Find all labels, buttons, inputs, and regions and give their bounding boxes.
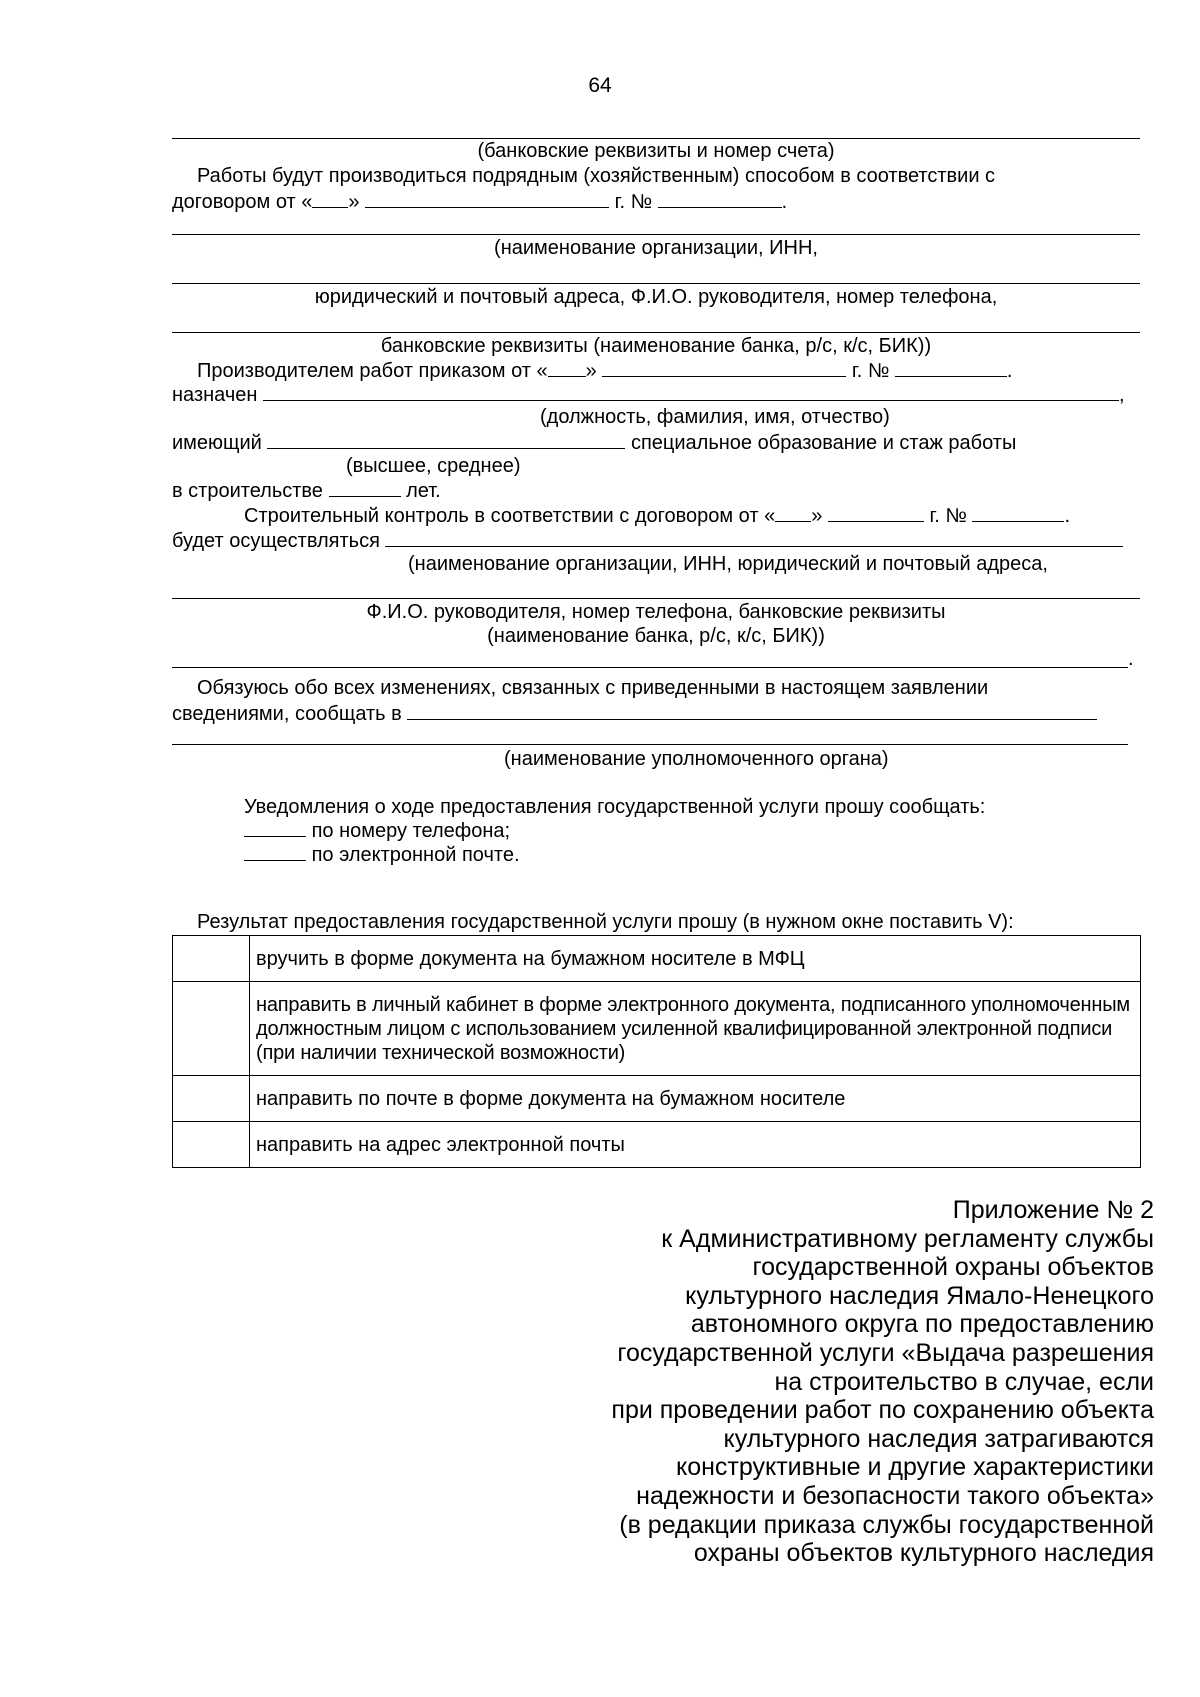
notify-phone-label: по номеру телефона;: [311, 820, 511, 842]
control-org-line-3[interactable]: [172, 667, 1128, 668]
authority-caption: (наименование уполномоченного органа): [504, 748, 889, 770]
control-mid: »: [811, 505, 823, 527]
result-option-label: направить по почте в форме документа на бумажном носителе: [250, 1076, 1141, 1122]
control-number-field[interactable]: [972, 503, 1064, 522]
bank-details-caption: (банковские реквизиты и номер счета): [477, 140, 835, 162]
appendix-line: надежности и безопасности такого объекта»: [636, 1481, 1154, 1510]
appendix-block: [514, 1196, 1154, 1568]
control-number-label: г. №: [929, 505, 967, 527]
control-prefix: Строительный контроль в соответствии с договором от «: [244, 505, 776, 527]
control-caption-1: (наименование организации, ИНН, юридический и почтовый адреса,: [408, 553, 1048, 575]
authority-field[interactable]: [407, 701, 1097, 720]
result-option-label: направить в личный кабинет в форме электронного документа, подписанного уполномоченным должностным лицом с использованием усиленной квалифицированной электронной подписи (при наличии технической возможности): [250, 982, 1141, 1076]
notify-email-checkbox[interactable]: [244, 842, 306, 861]
control-org-field[interactable]: [385, 528, 1123, 547]
order-date-field[interactable]: [602, 358, 846, 377]
appendix-line: к Административному регламенту службы: [661, 1224, 1154, 1253]
experience-years-field[interactable]: [329, 478, 401, 497]
notify-title: Уведомления о ходе предоставления государственной услуги прошу сообщать:: [244, 796, 986, 818]
result-options-table: [172, 935, 1141, 1168]
works-contract-number-label: г. №: [614, 191, 653, 213]
result-option-label: вручить в форме документа на бумажном носителе в МФЦ: [250, 936, 1141, 982]
control-date-field[interactable]: [828, 503, 924, 522]
org-caption-2: юридический и почтовый адреса, Ф.И.О. руководителя, номер телефона,: [314, 286, 998, 308]
result-row: [173, 1122, 1141, 1168]
org-caption-3: банковские реквизиты (наименование банка, р/с, к/с, БИК)): [380, 335, 932, 357]
authority-line-2[interactable]: [172, 744, 1128, 745]
contract-number-field[interactable]: [658, 189, 782, 208]
result-row: [173, 1076, 1141, 1122]
order-number-field[interactable]: [895, 358, 1007, 377]
page-number: 64: [588, 74, 612, 97]
org-line-1[interactable]: [172, 234, 1140, 235]
notify-email-line: [244, 842, 520, 867]
education-caption: (высшее, среднее): [346, 455, 521, 477]
appendix-line: (в редакции приказа службы государственной: [619, 1510, 1154, 1539]
appendix-line: культурного наследия Ямало-Ненецкого: [685, 1281, 1154, 1310]
org-line-3[interactable]: [172, 332, 1140, 333]
appendix-line: на строительство в случае, если: [774, 1367, 1154, 1396]
works-line-1: Работы будут производиться подрядным (хозяйственным) способом в соответствии с: [197, 165, 996, 187]
appointed-person-field[interactable]: [263, 382, 1119, 401]
oblige-line-2: [172, 701, 1097, 726]
appendix-line: государственной охраны объектов: [752, 1253, 1154, 1282]
producer-line: [197, 358, 1012, 383]
result-option-label: направить на адрес электронной почты: [250, 1122, 1141, 1168]
having-suffix: специальное образование и стаж работы: [630, 432, 1017, 454]
control-day-field[interactable]: [775, 503, 811, 522]
result-checkbox[interactable]: [173, 1122, 250, 1168]
result-intro: Результат предоставления государственной услуги прошу (в нужном окне поставить V):: [197, 911, 1014, 933]
works-contract-prefix: договором от «: [172, 191, 313, 213]
producer-end: .: [1006, 360, 1013, 382]
control-caption-2: Ф.И.О. руководителя, номер телефона, банковские реквизиты: [366, 601, 946, 623]
construction-line: [172, 478, 441, 503]
construction-suffix: лет.: [406, 480, 441, 502]
result-checkbox[interactable]: [173, 936, 250, 982]
works-contract-end: .: [781, 191, 788, 213]
will-be-label: будет осуществляться: [172, 530, 380, 552]
appointed-end: ,: [1119, 384, 1125, 406]
works-contract-mid: »: [348, 191, 360, 213]
appendix-line: охраны объектов культурного наследия: [693, 1539, 1154, 1568]
control-caption-3: (наименование банка, р/с, к/с, БИК)): [487, 625, 825, 647]
appendix-line: при проведении работ по сохранению объекта: [611, 1396, 1154, 1425]
works-line-2: [172, 189, 787, 214]
will-be-line: [172, 528, 1123, 553]
producer-number-label: г. №: [851, 360, 890, 382]
appendix-line: Приложение № 2: [952, 1196, 1154, 1224]
oblige-line-1: Обязуюсь обо всех изменениях, связанных с приведенными в настоящем заявлении: [197, 677, 989, 699]
notify-phone-checkbox[interactable]: [244, 818, 306, 837]
appointed-line: [172, 382, 1125, 407]
control-line: [244, 503, 1070, 528]
result-row: [173, 936, 1141, 982]
result-checkbox[interactable]: [173, 1076, 250, 1122]
org-line-2[interactable]: [172, 283, 1140, 284]
appendix-line: конструктивные и другие характеристики: [675, 1453, 1154, 1482]
org-caption-1: (наименование организации, ИНН,: [494, 237, 818, 259]
having-label: имеющий: [172, 432, 262, 454]
appendix-line: культурного наследия затрагиваются: [723, 1424, 1154, 1453]
position-caption: (должность, фамилия, имя, отчество): [540, 406, 890, 428]
producer-prefix: Производителем работ приказом от «: [197, 360, 548, 382]
control-org-line-2[interactable]: [172, 598, 1140, 599]
control-end: .: [1064, 505, 1070, 527]
appendix-line: государственной услуги «Выдача разрешения: [617, 1338, 1154, 1367]
having-line: [172, 430, 1016, 455]
control-org-end: .: [1128, 648, 1134, 670]
order-day-field[interactable]: [548, 358, 586, 377]
contract-day-field[interactable]: [312, 189, 348, 208]
producer-mid: »: [585, 360, 597, 382]
result-checkbox[interactable]: [173, 982, 250, 1076]
result-row: [173, 982, 1141, 1076]
notify-email-label: по электронной почте.: [311, 844, 520, 866]
notify-phone-line: [244, 818, 510, 843]
construction-prefix: в строительстве: [172, 480, 323, 502]
appendix-line: автономного округа по предоставлению: [690, 1310, 1154, 1339]
contract-date-field[interactable]: [365, 189, 609, 208]
oblige-label: сведениями, сообщать в: [172, 703, 402, 725]
appointed-label: назначен: [172, 384, 258, 406]
education-field[interactable]: [267, 430, 625, 449]
